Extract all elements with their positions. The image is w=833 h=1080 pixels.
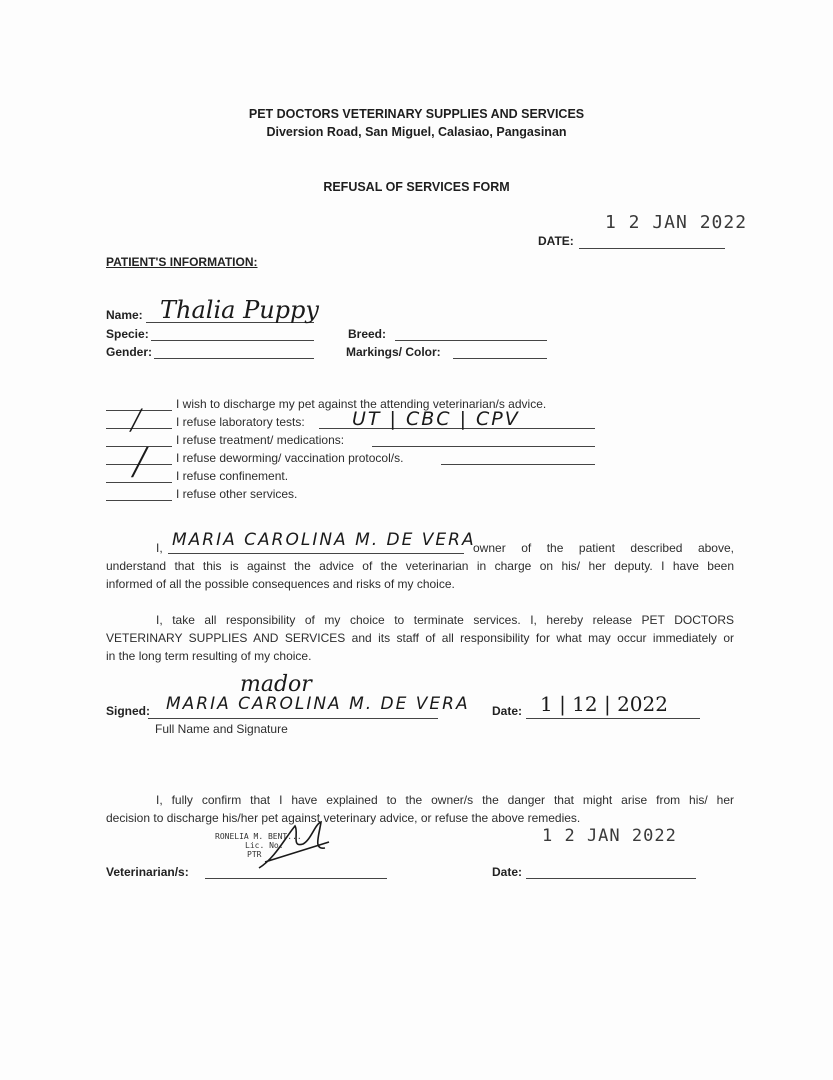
vet-stamp-lic: Lic. No. bbox=[245, 841, 284, 850]
signature-caption: Full Name and Signature bbox=[155, 722, 288, 736]
option-4-checkmark: ╱ bbox=[132, 448, 148, 478]
date-label: DATE: bbox=[538, 234, 574, 248]
signature-field[interactable] bbox=[148, 718, 438, 719]
date-field[interactable] bbox=[579, 248, 725, 249]
lab-tests-handwritten: UT | CBC | CPV bbox=[352, 408, 520, 430]
owner-date-field[interactable] bbox=[526, 718, 700, 719]
owner-name-field[interactable] bbox=[168, 553, 464, 554]
option-3-detail-field[interactable] bbox=[372, 446, 595, 447]
option-4-detail-field[interactable] bbox=[441, 464, 595, 465]
option-2-text: I refuse laboratory tests: bbox=[176, 415, 305, 429]
owner-date-label: Date: bbox=[492, 704, 523, 718]
release-line-2: VETERINARY SUPPLIES AND SERVICES and its staff of all responsibility for what may occur immediately or bbox=[106, 631, 734, 645]
option-6-blank[interactable] bbox=[106, 500, 172, 501]
specie-label: Specie: bbox=[106, 327, 149, 341]
signature-scribble: mador bbox=[240, 672, 312, 697]
vet-confirm-line-2: decision to discharge his/her pet against veterinary advice, or refuse the above remedies. bbox=[106, 811, 581, 825]
company-address: Diversion Road, San Miguel, Calasiao, Pangasinan bbox=[266, 125, 567, 139]
vet-stamp-ptr: PTR bbox=[247, 850, 262, 859]
option-4-text: I refuse deworming/ vaccination protocol/s. bbox=[176, 451, 404, 465]
owner-name-handwritten: MARIA CAROLINA M. DE VERA bbox=[172, 530, 476, 550]
patient-name-handwritten: Thalia Puppy bbox=[160, 296, 319, 324]
breed-field[interactable] bbox=[395, 340, 547, 341]
markings-label: Markings/ Color: bbox=[346, 345, 441, 359]
statement-line-2: understand that this is against the advice of the veterinarian in charge on his/ her deputy. I have been bbox=[106, 559, 734, 573]
vet-label: Veterinarian/s: bbox=[106, 865, 189, 879]
vet-date-stamp: 1 2 JAN 2022 bbox=[542, 826, 677, 846]
markings-field[interactable] bbox=[453, 358, 547, 359]
vet-field[interactable] bbox=[205, 878, 387, 879]
release-line-3: in the long term resulting of my choice. bbox=[106, 649, 312, 663]
form-title: REFUSAL OF SERVICES FORM bbox=[323, 180, 510, 194]
option-3-text: I refuse treatment/ medications: bbox=[176, 433, 345, 447]
vet-date-label: Date: bbox=[492, 865, 523, 879]
statement-line-3: informed of all the possible consequences and risks of my choice. bbox=[106, 577, 455, 591]
vet-date-field[interactable] bbox=[526, 878, 696, 879]
breed-label: Breed: bbox=[348, 327, 387, 341]
gender-label: Gender: bbox=[106, 345, 153, 359]
option-1-text: I wish to discharge my pet against the attending veterinarian/s advice. bbox=[176, 397, 547, 411]
option-5-text: I refuse confinement. bbox=[176, 469, 289, 483]
option-5-blank[interactable] bbox=[106, 482, 172, 483]
statement-prefix: I, bbox=[156, 541, 163, 555]
option-2-checkmark: ╱ bbox=[130, 408, 143, 432]
name-label: Name: bbox=[106, 308, 143, 322]
vet-stamp-name: RONELIA M. BENT... bbox=[215, 832, 302, 841]
option-6-text: I refuse other services. bbox=[176, 487, 298, 501]
date-stamp: 1 2 JAN 2022 bbox=[605, 212, 748, 233]
option-3-blank[interactable] bbox=[106, 446, 172, 447]
specie-field[interactable] bbox=[151, 340, 314, 341]
gender-field[interactable] bbox=[154, 358, 314, 359]
company-name: PET DOCTORS VETERINARY SUPPLIES AND SERVICES bbox=[248, 107, 585, 121]
owner-signature-handwritten: MARIA CAROLINA M. DE VERA bbox=[166, 694, 470, 714]
patient-info-heading: PATIENT'S INFORMATION: bbox=[106, 255, 258, 269]
statement-line-1: owner of the patient described above, bbox=[473, 541, 734, 555]
signed-label: Signed: bbox=[106, 704, 150, 718]
release-line-1: I, take all responsibility of my choice to terminate services. I, hereby release PET DOCTORS bbox=[156, 613, 734, 627]
vet-signature-scribble bbox=[255, 818, 335, 874]
vet-confirm-line-1: I, fully confirm that I have explained to the owner/s the danger that might arise from his/ her bbox=[156, 793, 734, 807]
owner-date-handwritten: 1 | 12 | 2022 bbox=[540, 692, 668, 716]
